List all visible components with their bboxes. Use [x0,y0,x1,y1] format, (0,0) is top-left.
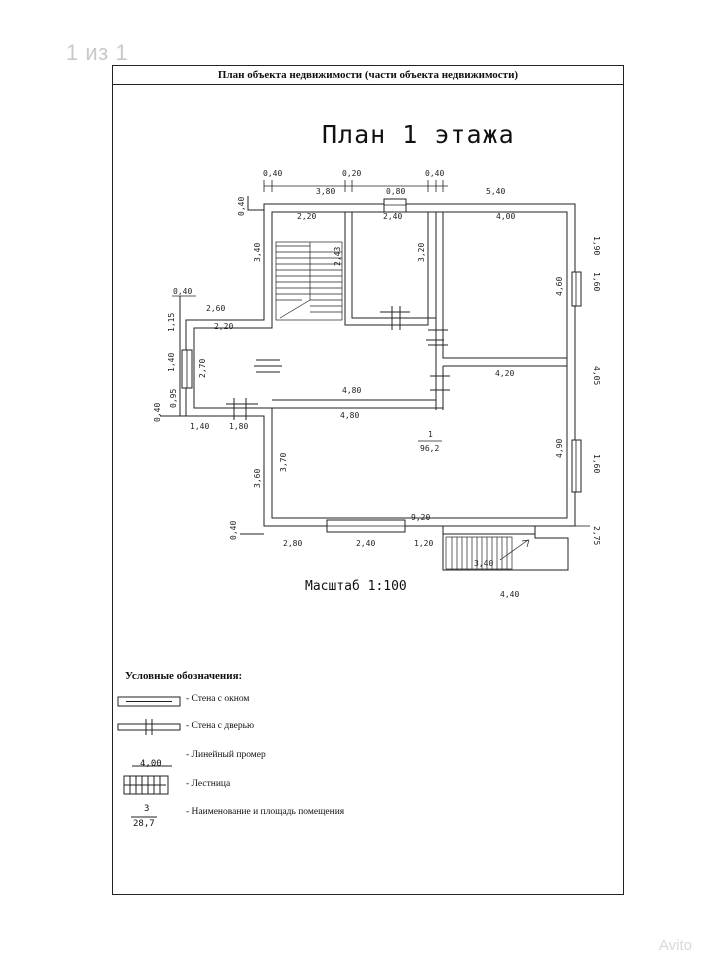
dim-label: 0,40 [153,402,162,422]
dim-label: 0,20 [342,169,362,178]
dim-label: 1,40 [190,422,210,431]
legend-wall-door: - Стена с дверью [186,721,255,731]
legend-linear: - Линейный промер [186,750,266,760]
dim-label: 9,20 [411,513,431,522]
dim-label: 3,70 [279,452,288,472]
dim-label: 3,80 [316,187,336,196]
plan-title: План 1 этажа [322,120,515,149]
dim-label: 2,60 [206,304,226,313]
dim-label: 2,75 [592,526,601,546]
dim-label: 1,20 [414,539,434,548]
dim-label: 3,40 [474,559,494,568]
legend-symbols [118,697,180,817]
dim-label: 2,80 [283,539,303,548]
legend-room-num: 3 [144,804,150,814]
dim-label: 0,40 [237,196,246,216]
dim-label: 4,60 [555,276,564,296]
dim-label: 3,40 [253,242,262,262]
dim-label: 2,70 [198,358,207,378]
legend-wall-window: - Стена с окном [186,694,250,704]
dim-label: 2,40 [383,212,403,221]
dim-label: 0,40 [229,520,238,540]
room-area: 96,2 [420,444,440,453]
dim-label: 4,80 [342,386,362,395]
legend-stairs: - Лестница [186,779,231,789]
dim-label: 0,80 [386,187,406,196]
dim-label: 1,60 [592,272,601,292]
dim-label: 0,40 [263,169,283,178]
page-counter: 1 из 1 [66,40,129,65]
room-number: 1 [428,430,433,439]
dim-label: 4,05 [592,366,601,386]
dim-label: 4,90 [555,438,564,458]
dim-label: 1,15 [167,312,176,332]
dim-label: 3,20 [417,242,426,262]
dim-label: 1,90 [592,236,601,256]
dim-label: 0,95 [169,388,178,408]
dim-label: 4,40 [500,590,520,599]
legend-linear-value: 4,00 [140,759,162,769]
dim-label: 1,80 [229,422,249,431]
dim-label: 2,43 [333,246,342,266]
scale-label: Масштаб 1:100 [305,579,407,594]
dim-label: 5,40 [486,187,506,196]
legend-room-area: 28,7 [133,819,155,829]
dim-label: 2,40 [356,539,376,548]
dim-label: 0,40 [173,287,193,296]
dim-label: 4,20 [495,369,515,378]
dim-label: 4,80 [340,411,360,420]
dim-label: 3,60 [253,468,262,488]
dim-label: 0,40 [425,169,445,178]
avito-watermark: Avito [658,937,692,954]
dim-label: 1,60 [592,454,601,474]
dim-label: 2,20 [297,212,317,221]
sheet-header: План объекта недвижимости (части объекта недвижимости) [113,66,623,85]
dim-label: 1,40 [167,352,176,372]
legend-title: Условные обозначения: [125,670,243,682]
dim-label: 2,20 [214,322,234,331]
dim-label: 4,00 [496,212,516,221]
legend-room-name: - Наименование и площадь помещения [186,807,345,817]
